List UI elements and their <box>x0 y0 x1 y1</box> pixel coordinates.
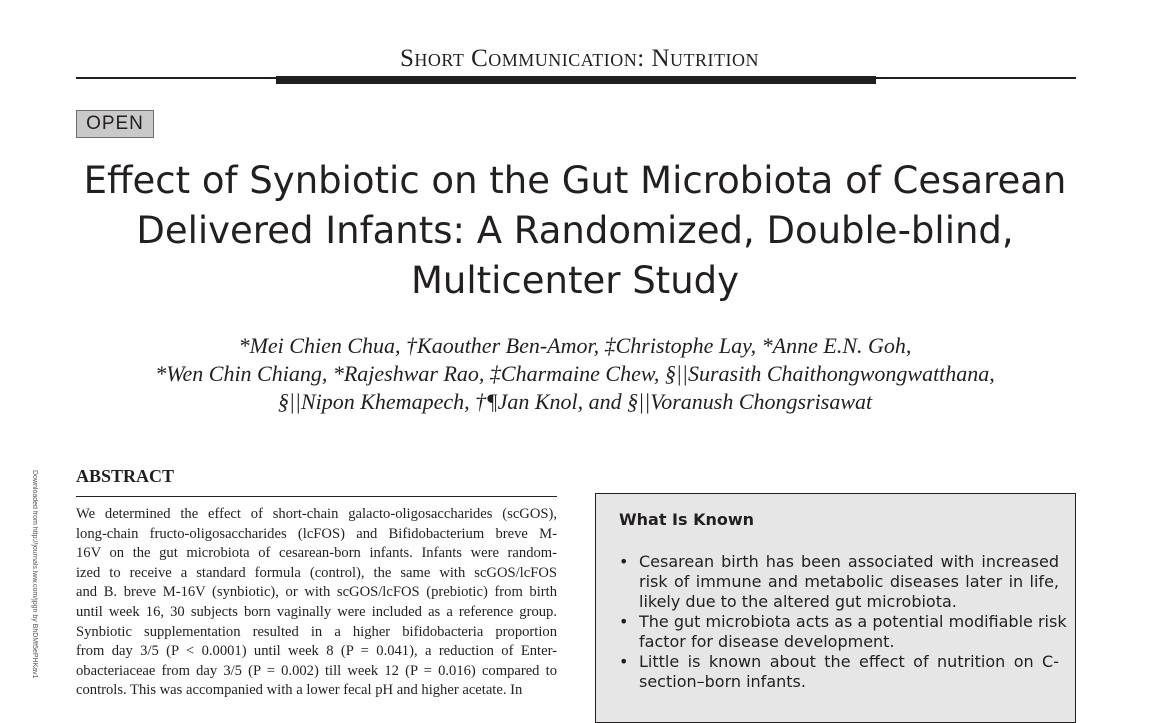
abstract-line: ized to receive a standard formula (control), the same with scGOS/lcFOS <box>76 564 557 581</box>
abstract-line: and B. breve M-16V (synbiotic), or with scGOS/lcFOS (prebiotic) from birth <box>76 584 557 601</box>
known-item-line: Little is known about the effect of nutrition on C- <box>639 652 1059 671</box>
known-item <box>619 552 1059 612</box>
abstract-line: until week 16, 30 subjects born vaginally were included as a reference group. <box>76 603 557 620</box>
title-line: Delivered Infants: A Randomized, Double-blind, <box>136 209 1014 252</box>
author-line: §||Nipon Khemapech, †¶Jan Knol, and §||Voranush Chongsrisawat <box>277 389 873 414</box>
known-item <box>619 652 1059 692</box>
section-header: Short Communication: Nutrition <box>400 45 759 72</box>
bullet-icon: • <box>619 612 629 631</box>
author-list <box>60 332 1090 416</box>
author-line: *Wen Chin Chiang, *Rajeshwar Rao, ‡Charmaine Chew, §||Surasith Chaithongwongwatthana, <box>155 361 995 386</box>
abstract-text <box>76 505 557 701</box>
bullet-icon: • <box>619 652 629 671</box>
known-item-line: factor for disease development. <box>639 632 895 651</box>
abstract-rule <box>76 496 557 497</box>
bullet-icon: • <box>619 552 629 571</box>
what-is-known-title: What Is Known <box>619 510 755 529</box>
open-access-badge: OPEN <box>76 110 154 138</box>
abstract-line: 16V on the gut microbiota of cesarean-born infants. Infants were random- <box>76 545 557 562</box>
abstract-line: from day 3/5 (P < 0.0001) until week 8 (P = 0.041), a reduction of Enter- <box>76 643 557 660</box>
title-line: Effect of Synbiotic on the Gut Microbiota of Cesarean <box>83 159 1067 202</box>
author-line: *Mei Chien Chua, †Kaouther Ben-Amor, ‡Christophe Lay, *Anne E.N. Goh, <box>238 333 912 358</box>
known-item-line: The gut microbiota acts as a potential modifiable risk <box>639 612 1067 631</box>
abstract-line: obacteriaceae from day 3/5 (P = 0.002) till week 12 (P = 0.016) compared to <box>76 662 557 679</box>
known-item-line: Cesarean birth has been associated with increased <box>639 552 1059 571</box>
title-line: Multicenter Study <box>410 259 740 302</box>
download-watermark: Downloaded from http://journals.lww.com/jpgn by BhDMf5ePHKav1 <box>31 470 38 679</box>
what-is-known-list <box>619 552 1067 692</box>
known-item-line: likely due to the altered gut microbiota. <box>639 592 957 611</box>
header-rule-thick <box>276 76 876 84</box>
abstract-line: long-chain fructo-oligosaccharides (lcFOS) and Bifidobacterium breve M- <box>76 525 557 542</box>
known-item-line: section–born infants. <box>639 672 806 691</box>
abstract-line: controls. This was accompanied with a lower fecal pH and higher acetate. In <box>76 682 523 699</box>
abstract-heading: ABSTRACT <box>76 466 175 486</box>
known-item <box>619 612 1067 652</box>
article-title <box>60 156 1090 306</box>
abstract-line: Synbiotic supplementation resulted in a higher bifidobacteria proportion <box>76 623 557 640</box>
known-item-line: risk of immune and metabolic diseases later in life, <box>639 572 1059 591</box>
what-is-known-box <box>595 493 1076 723</box>
abstract-line: We determined the effect of short-chain galacto-oligosaccharides (scGOS), <box>76 506 557 522</box>
